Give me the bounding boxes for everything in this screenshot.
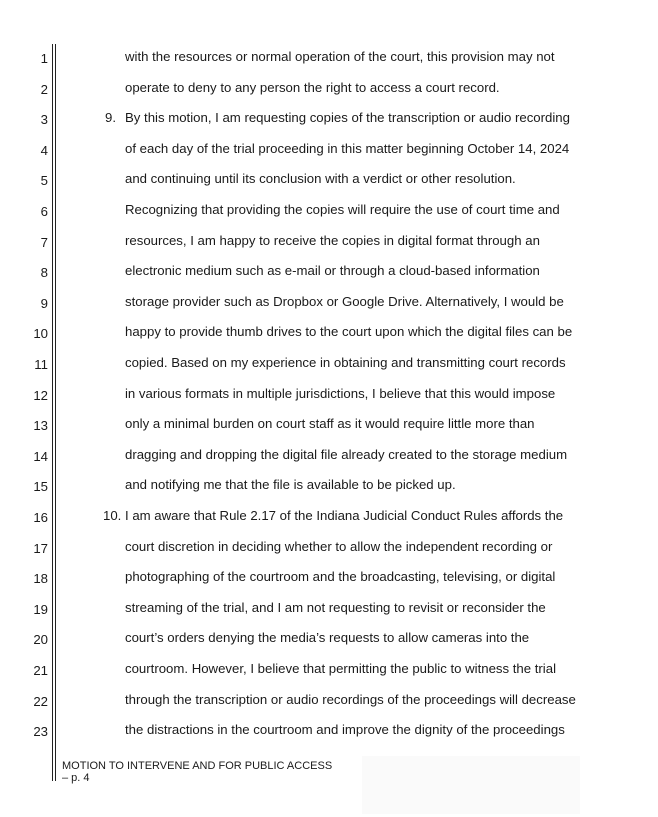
line-number: 4 [40,142,48,158]
left-margin-rule-inner [55,44,56,781]
text-line: of each day of the trial proceeding in this matter beginning October 14, 2024 [125,140,570,156]
text-line: photographing of the courtroom and the broadcasting, televising, or digital [125,569,556,585]
text-line: I am aware that Rule 2.17 of the Indiana Judicial Conduct Rules affords the [125,508,564,523]
line-number: 19 [33,601,48,617]
text-line: court discretion in deciding whether to allow the independent recording or [125,538,553,554]
line-number: 23 [33,724,48,740]
text-line: and notifying me that the file is available to be picked up. [125,477,456,493]
text-line: happy to provide thumb drives to the court upon which the digital files can be [125,324,573,340]
text-line: electronic medium such as e-mail or through a cloud-based information [125,263,540,279]
line-number: 16 [33,510,48,525]
text-line: and continuing until its conclusion with a verdict or other resolution. [125,171,516,187]
text-line: in various formats in multiple jurisdictions, I believe that this would impose [125,385,556,401]
paragraph-number-10: 10. [103,508,122,523]
line-number: 14 [33,448,48,464]
line-number: 11 [34,357,48,372]
line-number: 5 [40,173,48,189]
text-line: By this motion, I am requesting copies of the transcription or audio recording [125,110,570,126]
text-line: with the resources or normal operation of the court, this provision may not [125,49,555,64]
line-number: 10 [33,326,48,342]
text-line: the distractions in the courtroom and improve the dignity of the proceedings [125,722,565,738]
line-number: 6 [40,204,48,219]
text-line: only a minimal burden on court staff as it would require little more than [125,416,535,432]
line-number: 18 [33,571,48,587]
document-footer [62,760,332,784]
text-line: dragging and dropping the digital file already created to the storage medium [125,446,568,462]
line-number: 13 [33,418,48,434]
line-number: 1 [40,51,48,66]
line-number: 22 [33,693,48,709]
line-number: 21 [33,663,48,678]
footer-page-number: – p. 4 [62,772,90,784]
text-line: courtroom. However, I believe that permitting the public to witness the trial [125,661,556,676]
line-number: 12 [33,387,48,403]
line-number: 7 [40,234,48,250]
paragraph-number-9: 9. [105,110,116,126]
text-line: court’s orders denying the media’s requests to allow cameras into the [125,630,530,646]
line-number: 17 [33,540,48,556]
line-number: 15 [33,479,48,495]
line-number: 9 [40,295,48,311]
text-line: streaming of the trial, and I am not requesting to revisit or reconsider the [125,599,546,615]
line-number: 8 [40,265,48,281]
line-number: 3 [40,112,48,128]
line-number: 20 [33,632,48,648]
line-number: 2 [40,81,48,97]
footer-title: MOTION TO INTERVENE AND FOR PUBLIC ACCESS [62,760,333,772]
footer-signature-area [362,756,580,814]
text-line: resources, I am happy to receive the copies in digital format through an [125,232,540,248]
text-line: storage provider such as Dropbox or Google Drive. Alternatively, I would be [125,293,564,309]
text-line: Recognizing that providing the copies will require the use of court time and [125,202,560,217]
text-line: copied. Based on my experience in obtaining and transmitting court records [125,355,566,370]
text-line: through the transcription or audio recordings of the proceedings will decrease [125,691,576,707]
text-line: operate to deny to any person the right to access a court record. [125,79,500,95]
left-margin-rule [52,44,53,781]
